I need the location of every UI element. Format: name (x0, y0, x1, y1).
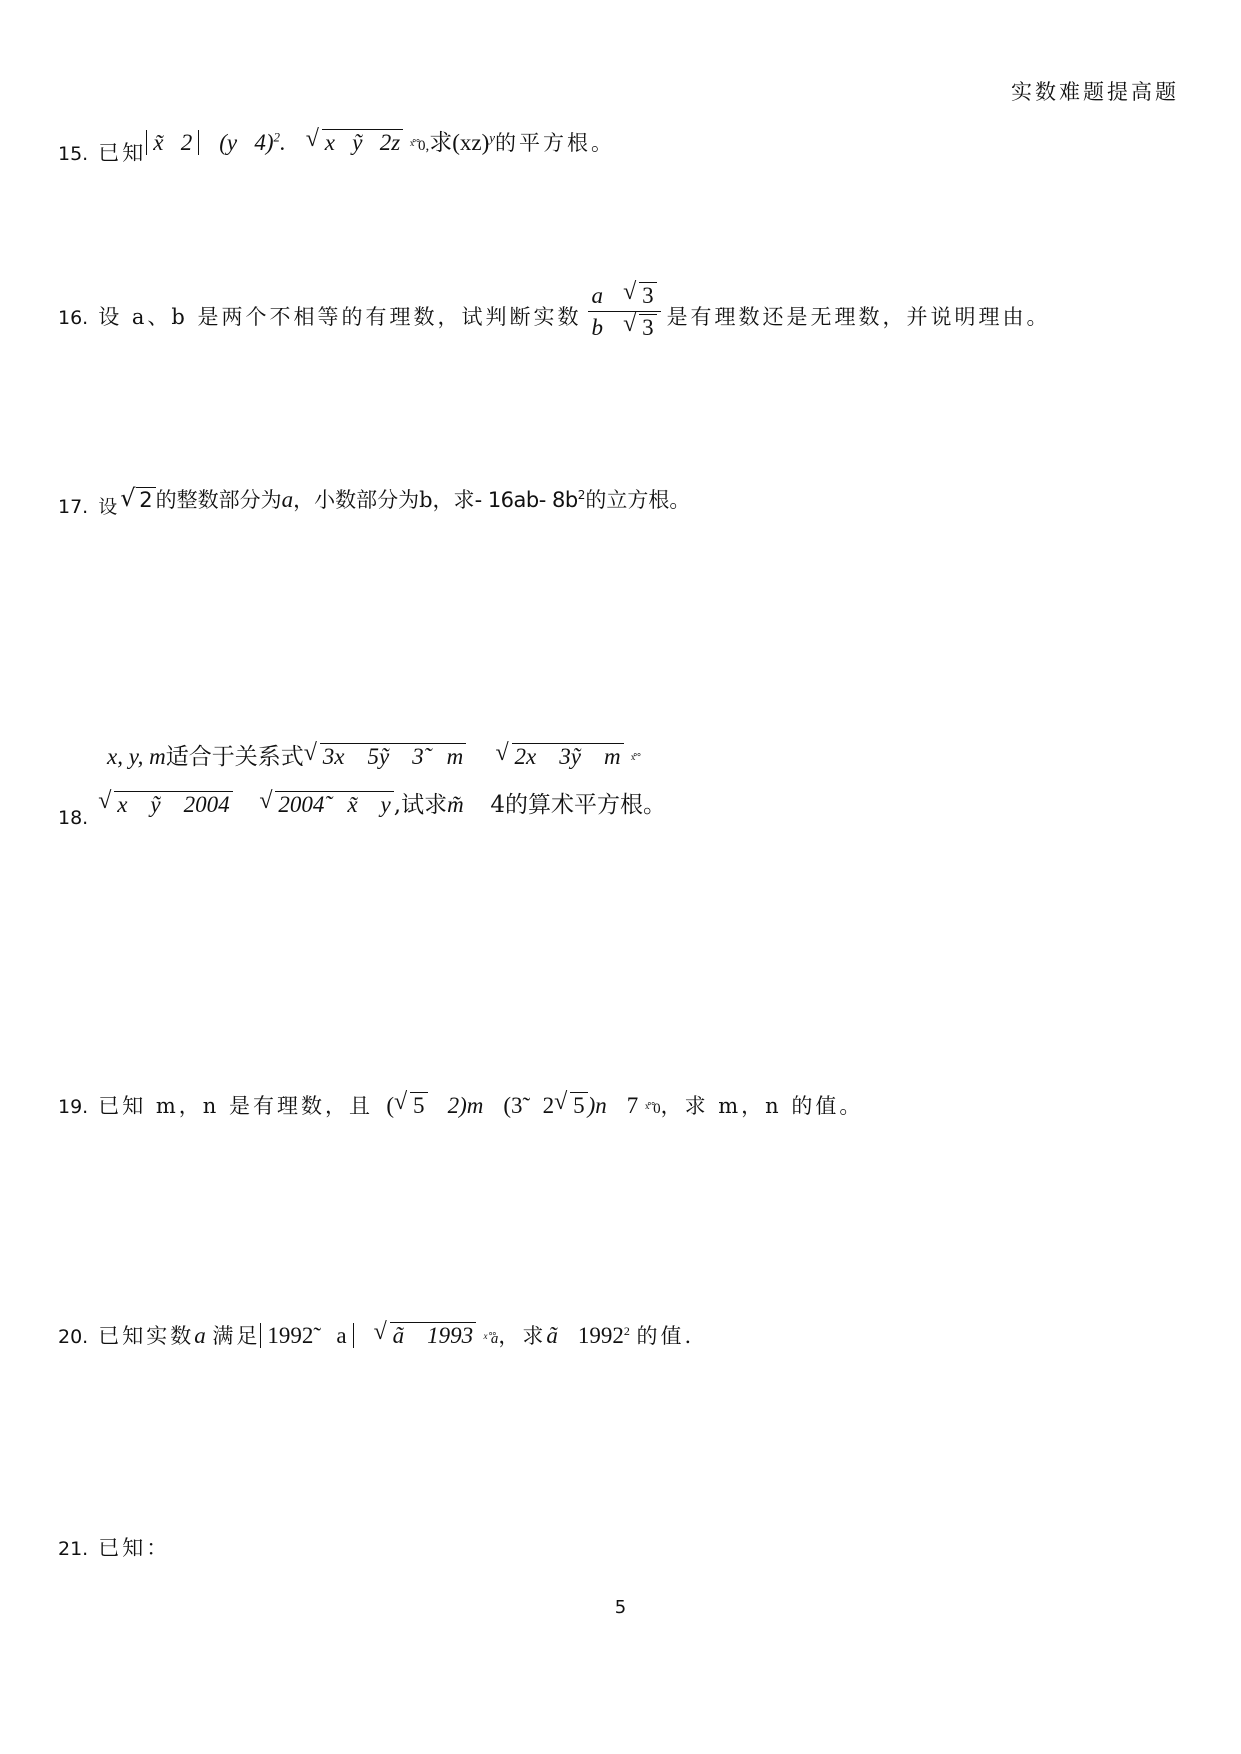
sqrt-2: √ 2 (120, 487, 155, 512)
problem-text: 设 a、b 是两个不相等的有理数，试判断实数 (98, 305, 582, 329)
problem-18-line-1: x, y, m适合于关系式√ 3x 5ỹ 3̃ m √ 2x 3ỹ m ˣ̊ ̊ (107, 738, 639, 771)
problem-21: 21. 已知： (58, 1536, 171, 1560)
sqrt-expr: √ x ỹ 2z (306, 129, 403, 156)
problem-number: 18. (58, 807, 89, 829)
problem-number: 21. (58, 1538, 89, 1560)
ask-expr: 求(xz) (429, 130, 490, 155)
sqrt-expr-4: √ 2004̃ x̃ y (259, 791, 393, 818)
sqrt-expr: √ ã 1993 (374, 1322, 477, 1349)
absolute-value-expr: x̃ 2 (146, 130, 199, 155)
problem-tail: 的平方根。 (495, 131, 616, 155)
problem-tail: 是有理数还是无理数，并说明理由。 (666, 305, 1051, 329)
problem-number: 19. (58, 1096, 89, 1118)
problem-number: 16. (58, 307, 89, 329)
problem-number: 15. (58, 143, 89, 165)
equals-sign: ˣ̊ ̊0, (409, 138, 430, 154)
problem-19: 19. 已知 m，n 是有理数，且 (√ 5 2)m (3̃ 2√ 5 )n 7 ˣ̊ ̊0，求 m，n 的值。 (58, 1090, 863, 1120)
page-header: 实数难题提高题 (1011, 80, 1179, 104)
problem-15: 15. 已知 x̃ 2 (y 4)$^2$. √ x ỹ 2z ˣ̊ ̊0,求(xz)$^y$的平方根。 (58, 124, 615, 157)
page-number: 5 (614, 1597, 627, 1618)
sqrt-expr-2: √ 2x 3ỹ m (496, 743, 624, 770)
problem-17: 17. 设√ 2 的整数部分为a，小数部分为b，求- 16ab- $8b^2$的立方根。 (58, 484, 690, 514)
problem-20: 20. 已知实数a 满足 1992̃ a √ ã 1993 ˣ̊ ̊a，求ã 1992$^2$ 的值. (58, 1320, 694, 1350)
problem-18-line-2: 18.√ x ỹ 2004 √ 2004̃ x̃ y ,试求m̃ 4的算术平方根。 (58, 786, 666, 819)
sqrt-expr-3: √ x ỹ 2004 (98, 791, 232, 818)
problem-16 (58, 283, 1051, 341)
problem-number: 20. (58, 1326, 89, 1348)
absolute-value-expr: 1992̃ a (260, 1323, 353, 1348)
sqrt-expr-1: √ 3x 5ỹ 3̃ m (304, 743, 467, 770)
problem-number: 17. (58, 496, 89, 518)
square-expr: (y 4)$^2$. (219, 129, 286, 155)
problem-prefix: 已知 (98, 141, 147, 165)
expression: - 16ab- 8b (474, 488, 578, 512)
fraction-expr: $\frac{a √ 3}{b √ 3}$ (588, 282, 661, 341)
